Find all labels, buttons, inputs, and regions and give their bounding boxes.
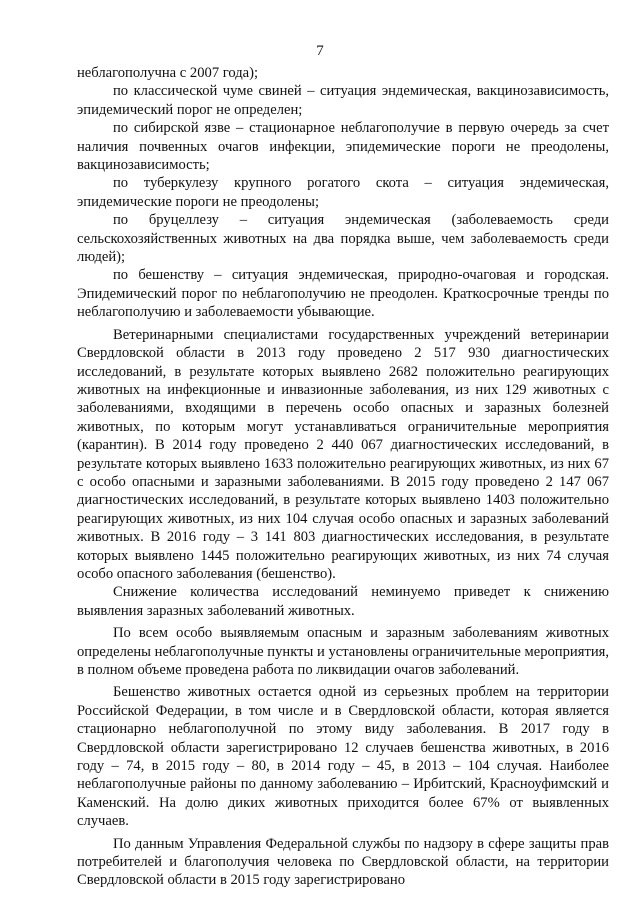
document-body (77, 64, 609, 890)
paragraph-continuation: неблагополучна с 2007 года); (77, 65, 259, 81)
paragraph-reduction: Снижение количества исследований неминуемо приведет к снижению выявления заразных заболеваний животных. (77, 584, 609, 619)
paragraph-diagnostic-studies: Ветеринарными специалистами государственных учреждений ветеринарии Свердловской области в 2013 году проведено 2 517 930 диагностических исследований, в результате которых выявлено 2682 положительно реагирующих животных на инфекционные и инвазионные заболевания, из них 129 животных с заболеваниями, входящими в перечень особо опасных и заразных болезней животных, по которым могут устанавливаться ограничительные мероприятия (карантин). В 2014 году проведено 2 440 067 диагностических исследований, в результате которых выявлено 1633 положительно реагирующих животных, из них 67 с особо опасными и заразными заболеваниями. В 2015 году проведено 2 147 067 диагностических исследований, в результате которых выявлено 1403 положительно реагирующих животных, из них 104 случая особо опасных и заразных заболеваний животных. В 2016 году – 3 141 803 диагностических исследования, в результате которых выявлено 1445 положительно реагирующих животных, из них 74 случая особо опасного заболевания (бешенство). (77, 326, 609, 582)
page-number: 7 (316, 43, 324, 59)
paragraph-rabies-statistics: Бешенство животных остается одной из серьезных проблем на территории Российской Федерации, в том числе и в Свердловской области, которая является стационарно неблагополучной по этому виду заболевания. В 2017 году в Свердловской области зарегистрировано 12 случаев бешенства животных, в 2016 году – 74, в 2015 году – 80, в 2014 году – 45, в 2013 – 104 случая. Наиболее неблагополучные районы по данному заболеванию – Ирбитский, Красноуфимский и Каменский. На долю диких животных приходится более 67% от выявленных случаев. (77, 684, 609, 830)
paragraph-tuberculosis: по туберкулезу крупного рогатого скота – ситуация эндемическая, эпидемические пороги не преодолены; (77, 175, 609, 210)
paragraph-rabies-status: по бешенству – ситуация эндемическая, природно-очаговая и городская. Эпидемический порог по неблагополучию не преодолен. Краткосрочные тренды по неблагополучию и заболеваемости убывающие. (77, 267, 609, 321)
paragraph-brucellosis: по бруцеллезу – ситуация эндемическая (заболеваемость среди сельскохозяйственных животных на два порядка выше, чем заболеваемость среди людей); (77, 212, 609, 266)
paragraph-anthrax: по сибирской язве – стационарное неблагополучие в первую очередь за счет наличия почвенных очагов инфекции, эпидемические пороги не преодолены, вакцинозависимость; (77, 120, 609, 174)
paragraph-rospotrebnadzor: По данным Управления Федеральной службы по надзору в сфере защиты прав потребителей и благополучия человека по Свердловской области, на территории Свердловской области в 2015 году зарегистрировано (77, 835, 609, 889)
paragraph-restrictive-measures: По всем особо выявляемым опасным и заразным заболеваниям животных определены неблагополучные пункты и установлены ограничительные мероприятия, в полном объеме проведена работа по ликвидации очагов заболеваний. (77, 625, 609, 678)
paragraph-classical-swine-fever: по классической чуме свиней – ситуация эндемическая, вакцинозависимость, эпидемический порог не определен; (77, 83, 609, 118)
